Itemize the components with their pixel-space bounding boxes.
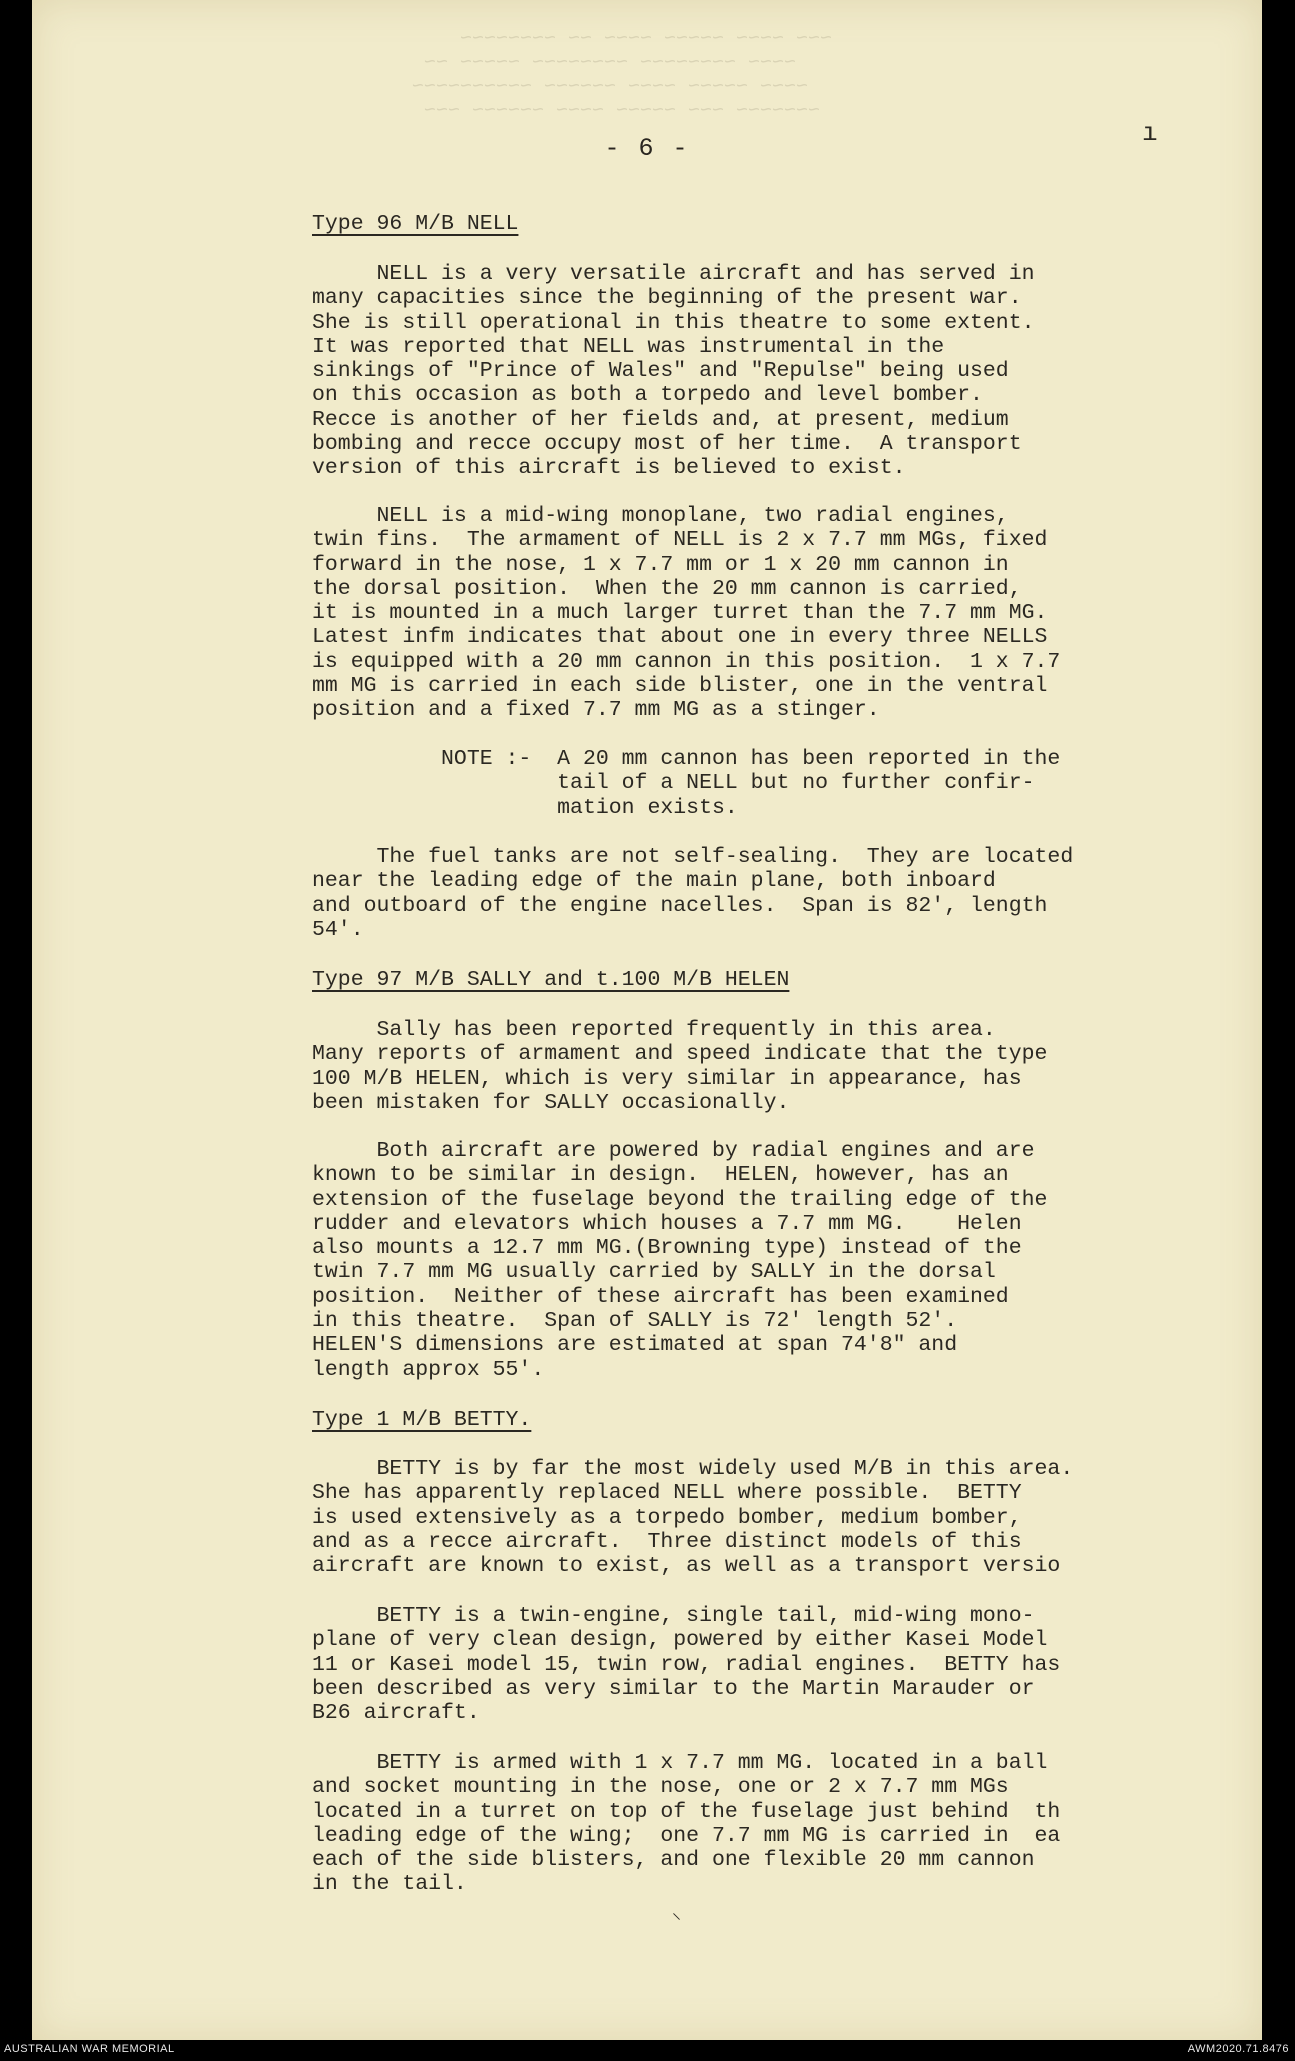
betty-paragraph-3: BETTY is armed with 1 x 7.7 mm MG. located in a ball and socket mounting in the nose, one or 2 x 7.7 mm MGs located in a turret on top of the fuselage just behind th leading edge of the wing; one 7.7 mm MG is carried in ea each of the side blisters, and one flexible 20 mm cannon in the tail. xyxy=(312,1751,1061,1897)
nell-note: NOTE :- A 20 mm cannon has been reported in the tail of a NELL but no further confir- mation exists. xyxy=(441,747,1061,820)
footer-accession-number: AWM2020.71.8476 xyxy=(1187,2043,1289,2055)
sally-paragraph-2: Both aircraft are powered by radial engines and are known to be similar in design. HELEN, however, has an extension of the fuselage beyond the trailing edge of the rudder and elevators which houses a 7.7 mm MG. Helen also mounts a 12.7 mm MG.(Browning type) instead of the twin 7.7 mm MG usually carried by SALLY in the dorsal position. Neither of these aircraft has been examined in this theatre. Span of SALLY is 72' length 52'. HELEN'S dimensions are estimated at span 74'8" and length approx 55'. xyxy=(312,1139,1048,1382)
nell-paragraph-1: NELL is a very versatile aircraft and has served in many capacities since the beginning of the present war. She is still operational in this theatre to some extent. It was reported that NELL was instrumental in the sinkings of "Prince of Wales" and "Repulse" being used on this occasion as both a torpedo and level bomber. Recce is another of her fields and, at present, medium bombing and recce occupy most of her time. A transport version of this aircraft is believed to exist. xyxy=(312,262,1035,481)
scribble-mark: ⸌ xyxy=(672,1912,681,1932)
nell-paragraph-3: The fuel tanks are not self-sealing. They are located near the leading edge of the main plane, both inboard and outboard of the engine nacelles. Span is 82', length 54'. xyxy=(312,845,1074,942)
footer-archive-name: AUSTRALIAN WAR MEMORIAL xyxy=(4,2043,175,2055)
betty-paragraph-1: BETTY is by far the most widely used M/B in this area. She has apparently replaced NELL where possible. BETTY is used extensively as a torpedo bomber, medium bomber, and as a recce aircraft. Three distinct models of this aircraft are known to exist, as well as a transport versio xyxy=(312,1457,1074,1579)
pencil-mark: ı xyxy=(1142,118,1158,148)
bleed-through-text: ~~~ ~~~~ ~~~~~ ~~~~ ~~ ~~~~~~~~ ~~~~ ~~~~~~~~ ~~~~~~~~ ~~~~~ ~~ ~~~~ ~~~~~ ~~~~ ~~~~~~ ~~~~~~~~~~ ~~~~~~~ ~~~ ~~~~~ ~~~~ ~~~~~~ ~~~ xyxy=(411,28,832,123)
page-number: - 6 - xyxy=(604,134,690,163)
nell-paragraph-2: NELL is a mid-wing monoplane, two radial engines, twin fins. The armament of NELL is 2 x 7.7 mm MGs, fixed forward in the nose, 1 x 7.7 mm or 1 x 20 mm cannon in the dorsal position. When the 20 mm cannon is carried, it is mounted in a much larger turret than the 7.7 mm MG. Latest infm indicates that about one in every three NELLS is equipped with a 20 mm cannon in this position. 1 x 7.7 mm MG is carried in each side blister, one in the ventral position and a fixed 7.7 mm MG as a stinger. xyxy=(312,504,1061,723)
sally-paragraph-1: Sally has been reported frequently in this area. Many reports of armament and speed indicate that the type 100 M/B HELEN, which is very similar in appearance, has been mistaken for SALLY occasionally. xyxy=(312,1018,1048,1115)
document-page xyxy=(32,0,1262,2040)
betty-paragraph-2: BETTY is a twin-engine, single tail, mid-wing mono- plane of very clean design, powered by either Kasei Model 11 or Kasei model 15, twin row, radial engines. BETTY has been described as very similar to the Martin Marauder or B26 aircraft. xyxy=(312,1604,1061,1726)
heading-sally: Type 97 M/B SALLY and t.100 M/B HELEN xyxy=(312,968,790,992)
heading-betty: Type 1 M/B BETTY. xyxy=(312,1408,532,1432)
heading-nell: Type 96 M/B NELL xyxy=(312,212,519,236)
